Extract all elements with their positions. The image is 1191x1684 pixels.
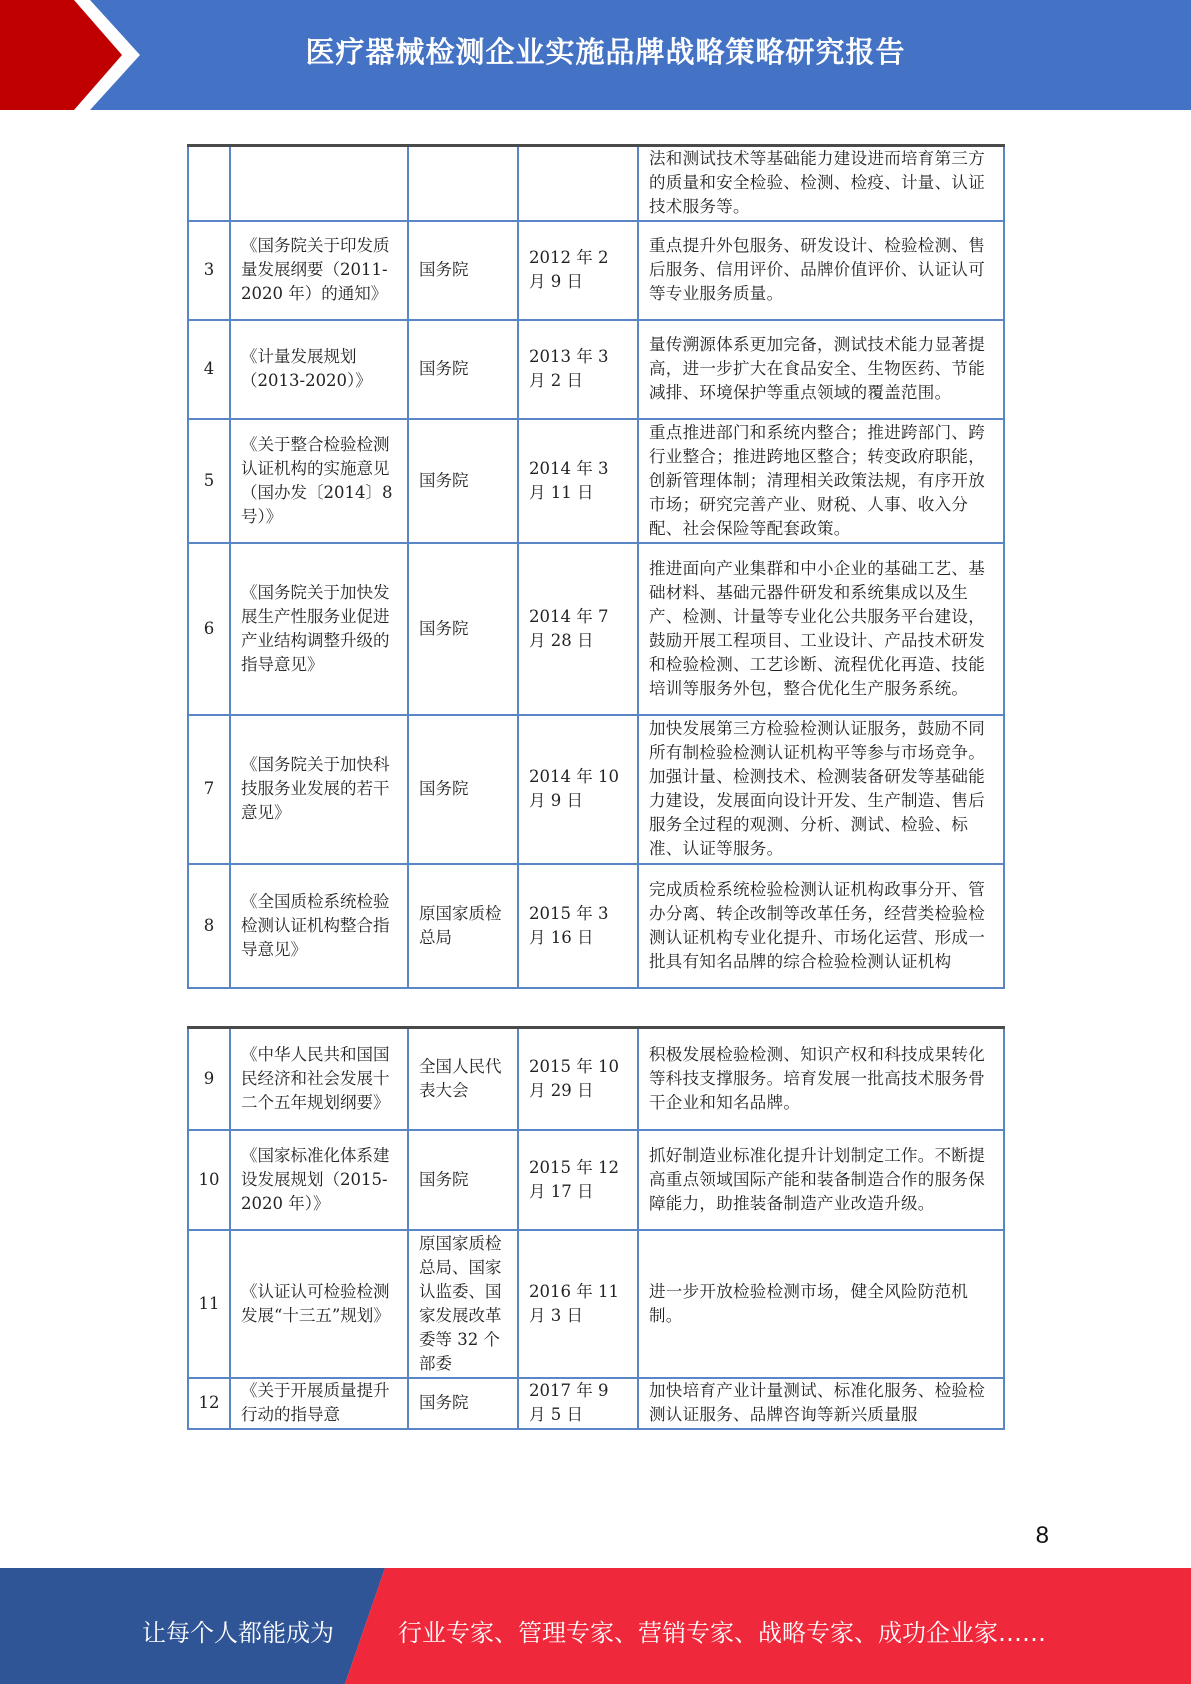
policy-name: 《全国质检系统检验检测认证机构整合指导意见》 [230, 864, 408, 988]
policy-content: 进一步开放检验检测市场，健全风险防范机制。 [638, 1230, 1004, 1378]
row-number: 7 [188, 715, 230, 864]
issuer: 原国家质检总局、国家认监委、国家发展改革委等 32 个部委 [408, 1230, 518, 1378]
row-number: 6 [188, 543, 230, 715]
issuer: 国务院 [408, 419, 518, 543]
table-row [188, 221, 1004, 320]
row-number: 11 [188, 1230, 230, 1378]
row-number: 8 [188, 864, 230, 988]
policy-name: 《国务院关于加快发展生产性服务业促进产业结构调整升级的指导意见》 [230, 543, 408, 715]
table-row [188, 1028, 1004, 1130]
policy-content: 推进面向产业集群和中小企业的基础工艺、基础材料、基础元器件研发和系统集成以及生产、检测、计量等专业化公共服务平台建设，鼓励开展工程项目、工业设计、产品技术研发和检验检测、工艺诊断、流程优化再造、技能培训等服务外包，整合优化生产服务系统。 [638, 543, 1004, 715]
page-footer [0, 1568, 1191, 1684]
table-row [188, 864, 1004, 988]
page-header [0, 0, 1191, 110]
issue-date: 2012 年 2 月 9 日 [518, 221, 638, 320]
policy-content: 完成质检系统检验检测认证机构政事分开、管办分离、转企改制等改革任务，经营类检验检测认证机构专业化提升、市场化运营、形成一批具有知名品牌的综合检验检测认证机构 [638, 864, 1004, 988]
policy-name: 《国家标准化体系建设发展规划（2015-2020 年）》 [230, 1130, 408, 1230]
policy-table-top [187, 144, 1005, 989]
footer-slogan-left: 让每个人都能成为 [142, 1619, 334, 1647]
policy-name: 《国务院关于印发质量发展纲要（2011-2020 年）的通知》 [230, 221, 408, 320]
issue-date: 2014 年 10 月 9 日 [518, 715, 638, 864]
issue-date: 2015 年 10 月 29 日 [518, 1028, 638, 1130]
policy-name: 《国务院关于加快科技服务业发展的若干意见》 [230, 715, 408, 864]
row-number: 4 [188, 320, 230, 419]
policy-content: 法和测试技术等基础能力建设进而培育第三方的质量和安全检验、检测、检疫、计量、认证技术服务等。 [638, 146, 1004, 221]
policy-name: 《关于整合检验检测认证机构的实施意见（国办发〔2014〕8 号）》 [230, 419, 408, 543]
issuer: 国务院 [408, 543, 518, 715]
policy-table-bottom [187, 1026, 1005, 1430]
policy-content: 抓好制造业标准化提升计划制定工作。不断提高重点领域国际产能和装备制造合作的服务保障能力，助推装备制造产业改造升级。 [638, 1130, 1004, 1230]
issue-date: 2015 年 12 月 17 日 [518, 1130, 638, 1230]
issue-date: 2015 年 3 月 16 日 [518, 864, 638, 988]
policy-name: 《计量发展规划（2013-2020）》 [230, 320, 408, 419]
policy-content: 量传溯源体系更加完备，测试技术能力显著提高，进一步扩大在食品安全、生物医药、节能减排、环境保护等重点领域的覆盖范围。 [638, 320, 1004, 419]
footer-slogan-right: 行业专家、管理专家、营销专家、战略专家、成功企业家…… [398, 1619, 1046, 1647]
policy-name [230, 146, 408, 221]
table-row [188, 419, 1004, 543]
report-title: 医疗器械检测企业实施品牌战略策略研究报告 [305, 35, 906, 69]
issuer: 国务院 [408, 320, 518, 419]
policy-content: 重点推进部门和系统内整合；推进跨部门、跨行业整合；推进跨地区整合；转变政府职能，创新管理体制；清理相关政策法规，有序开放市场；研究完善产业、财税、人事、收入分配、社会保险等配套政策。 [638, 419, 1004, 543]
issue-date: 2017 年 9 月 5 日 [518, 1378, 638, 1429]
issuer: 国务院 [408, 221, 518, 320]
issuer [408, 146, 518, 221]
row-number [188, 146, 230, 221]
issue-date: 2013 年 3 月 2 日 [518, 320, 638, 419]
table-row [188, 320, 1004, 419]
policy-content: 加快培育产业计量测试、标准化服务、检验检测认证服务、品牌咨询等新兴质量服 [638, 1378, 1004, 1429]
table-row [188, 715, 1004, 864]
table-row [188, 1230, 1004, 1378]
policy-name: 《中华人民共和国国民经济和社会发展十二个五年规划纲要》 [230, 1028, 408, 1130]
issue-date: 2016 年 11 月 3 日 [518, 1230, 638, 1378]
policy-content: 重点提升外包服务、研发设计、检验检测、售后服务、信用评价、品牌价值评价、认证认可等专业服务质量。 [638, 221, 1004, 320]
issue-date: 2014 年 7 月 28 日 [518, 543, 638, 715]
issuer: 国务院 [408, 715, 518, 864]
page-number: 8 [1035, 1522, 1049, 1549]
row-number: 5 [188, 419, 230, 543]
issue-date: 2014 年 3 月 11 日 [518, 419, 638, 543]
row-number: 10 [188, 1130, 230, 1230]
table-row [188, 1378, 1004, 1429]
row-number: 12 [188, 1378, 230, 1429]
issuer: 原国家质检总局 [408, 864, 518, 988]
issuer: 国务院 [408, 1378, 518, 1429]
table-row [188, 543, 1004, 715]
policy-name: 《认证认可检验检测发展“十三五”规划》 [230, 1230, 408, 1378]
issue-date [518, 146, 638, 221]
table-row [188, 1130, 1004, 1230]
table-row [188, 146, 1004, 221]
row-number: 9 [188, 1028, 230, 1130]
issuer: 全国人民代表大会 [408, 1028, 518, 1130]
policy-content: 加快发展第三方检验检测认证服务，鼓励不同所有制检验检测认证机构平等参与市场竞争。加强计量、检测技术、检测装备研发等基础能力建设，发展面向设计开发、生产制造、售后服务全过程的观测、分析、测试、检验、标准、认证等服务。 [638, 715, 1004, 864]
policy-content: 积极发展检验检测、知识产权和科技成果转化等科技支撑服务。培育发展一批高技术服务骨干企业和知名品牌。 [638, 1028, 1004, 1130]
policy-name: 《关于开展质量提升行动的指导意 [230, 1378, 408, 1429]
issuer: 国务院 [408, 1130, 518, 1230]
row-number: 3 [188, 221, 230, 320]
